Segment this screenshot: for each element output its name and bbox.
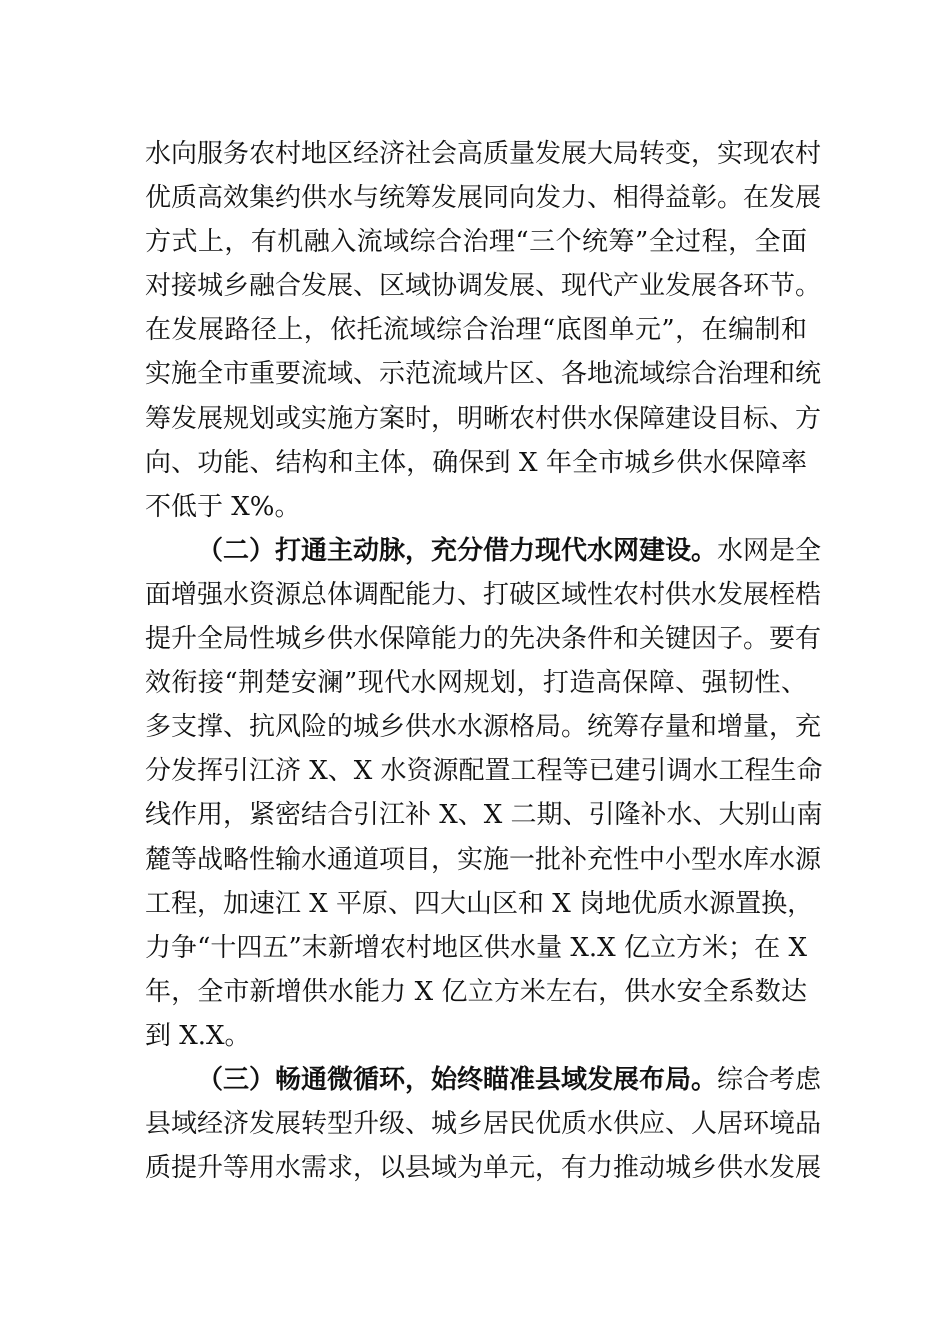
paragraph-1-line-8: 向、功能、结构和主体，确保到 X 年全市城乡供水保障率 xyxy=(145,447,807,478)
section-heading-3: （三）畅通微循环，始终瞄准县域发展布局。 xyxy=(197,1064,718,1095)
paragraph-2-first-line-rest: 水网是全 xyxy=(717,535,822,566)
document-body xyxy=(145,132,823,1190)
paragraph-1-line-4: 对接城乡融合发展、区域协调发展、现代产业发展各环节。 xyxy=(145,271,822,302)
paragraph-2-line-10: 力争“十四五”末新增农村地区供水量 X.X 亿立方米；在 X xyxy=(145,932,807,963)
paragraph-2-line-11: 年，全市新增供水能力 X 亿立方米左右，供水安全系数达 xyxy=(145,976,807,1007)
paragraph-2-line-7: 线作用，紧密结合引江补 X、X 二期、引隆补水、大别山南 xyxy=(145,800,823,831)
paragraph-2-line-2: 面增强水资源总体调配能力、打破区域性农村供水发展桎梏 xyxy=(145,579,822,610)
paragraph-1-line-6: 实施全市重要流域、示范流域片区、各地流域综合治理和统 xyxy=(145,359,822,390)
paragraph-1-line-1: 水向服务农村地区经济社会高质量发展大局转变，实现农村 xyxy=(145,139,822,169)
paragraph-2-line-9: 工程，加速江 X 平原、四大山区和 X 岗地优质水源置换， xyxy=(145,888,814,919)
paragraph-2-line-12: 到 X.X。 xyxy=(145,1020,251,1051)
paragraph-1-line-5: 在发展路径上，依托流域综合治理“底图单元”，在编制和 xyxy=(145,315,807,346)
paragraph-1-line-2: 优质高效集约供水与统筹发展同向发力、相得益彰。在发展 xyxy=(145,183,822,214)
paragraph-3-first-line-rest: 综合考虑 xyxy=(717,1064,822,1095)
paragraph-1-line-7: 筹发展规划或实施方案时，明晰农村供水保障建设目标、方 xyxy=(145,403,822,434)
paragraph-2-line-6: 分发挥引江济 X、X 水资源配置工程等已建引调水工程生命 xyxy=(145,756,823,787)
paragraph-2-line-5: 多支撑、抗风险的城乡供水水源格局。统筹存量和增量，充 xyxy=(145,712,822,743)
section-heading-2: （二）打通主动脉，充分借力现代水网建设。 xyxy=(197,535,718,566)
paragraph-2-line-4: 效衔接“荆楚安澜”现代水网规划，打造高保障、强韧性、 xyxy=(145,668,807,699)
paragraph-2-line-8: 麓等战略性输水通道项目，实施一批补充性中小型水库水源 xyxy=(145,844,822,875)
paragraph-1-line-3: 方式上，有机融入流域综合治理“三个统筹”全过程，全面 xyxy=(145,227,807,258)
paragraph-1-line-9: 不低于 X%。 xyxy=(145,491,301,522)
paragraph-2-first-line xyxy=(145,529,822,573)
paragraph-3-line-3: 质提升等用水需求，以县域为单元，有力推动城乡供水发展 xyxy=(145,1153,822,1184)
paragraph-2-line-3: 提升全局性城乡供水保障能力的先决条件和关键因子。要有 xyxy=(145,624,822,655)
paragraph-3-first-line xyxy=(145,1058,822,1102)
paragraph-3-line-2: 县域经济发展转型升级、城乡居民优质水供应、人居环境品 xyxy=(145,1109,822,1140)
